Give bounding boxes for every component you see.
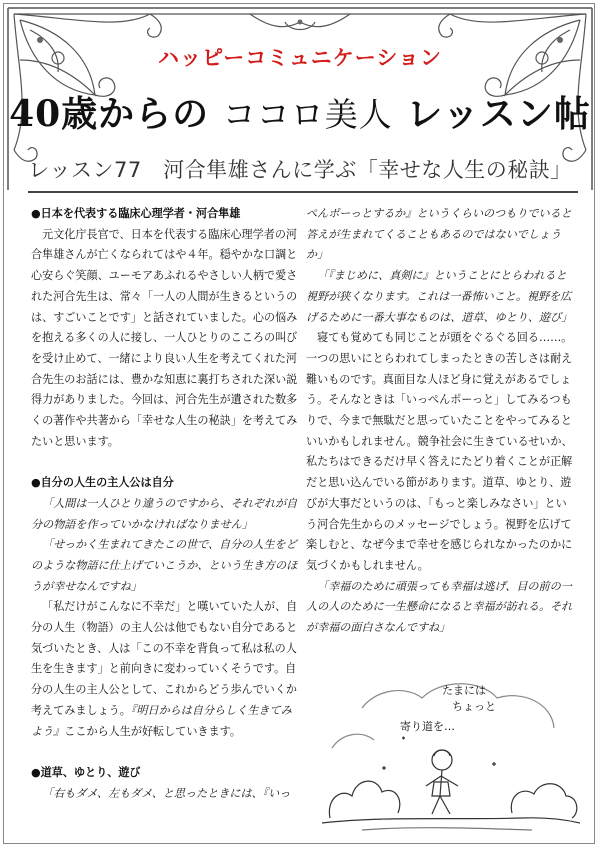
- bubble-text-line3: 寄り道を…: [400, 720, 455, 733]
- series-title: ハッピーコミュニケーション: [158, 46, 442, 70]
- quote: 「『まじめに、真剣に』ということにとらわれると視野が狭くなります。これは一番怖いこと。視野を広げるために一番大事なものは、道草、ゆとり、遊び」: [306, 269, 573, 324]
- quote-continued: ぺんポーっとするか』というくらいのつもりでいると答えが生まれてくることもあるのではないでしょうか」: [306, 207, 572, 262]
- walking-person-illustration: [322, 668, 580, 838]
- paragraph-text: 「私だけがこんなに不幸だ」と嘆いていた人が、自分の人生（物語）の主人公は他でもない自分であると気づいたとき、人は「この不幸を背負って私は私の人生を生きます」と前向きに変わっていくそうです。自分の人生の主人公として、これからどう歩んでいくか考えてみましょう。: [31, 600, 298, 717]
- paragraph-text: ここから人生が好転していきます。: [64, 724, 241, 738]
- quote: 「せっかく生まれてきたこの世で、自分の人生をどのような物語に仕上げていこうか、という生き方のほうが幸せなんですね」: [31, 538, 298, 593]
- page-title: [0, 86, 600, 137]
- title-divider: [28, 191, 578, 193]
- quote: 「幸福のために頑張っても幸福は逃げ、目の前の一人の人のために一生懸命になると幸福が訪れる。それが幸福の面白さなんですね」: [306, 579, 573, 635]
- lesson-title: レッスン77 河合隼雄さんに学ぶ「幸せな人生の秘訣」: [28, 158, 572, 182]
- right-column: [306, 204, 576, 639]
- title-part-3: レッスン帖: [406, 93, 591, 135]
- quote: 「右もダメ、左もダメ、と思ったときには、『いっ: [42, 786, 291, 800]
- paragraph: [31, 597, 301, 742]
- section-heading: ●道草、ゆとり、遊び: [31, 765, 141, 779]
- left-column: [31, 204, 301, 804]
- inline-quote: 『明日からは自分らしく生きてみよう』: [31, 703, 292, 738]
- title-part-2: ココロ美人: [222, 95, 393, 134]
- section-heading: ●日本を代表する臨床心理学者・河合隼雄: [31, 207, 241, 220]
- paragraph: 元文化庁長官で、日本を代表する臨床心理学者の河合隼雄さんが亡くなられてはや４年。穏やかな口調と心安らぐ笑顔、ユーモアあふれるやさしい人柄で愛された河合先生は、常々「一人の人間が生きるというのは、すごいことです」と話されていました。心の悩みを抱える多くの人に接し、一人ひとりのこころの叫びを受け止めて、一緒により良い人生を考えてくれた河合先生のお話には、豊かな知恵に裏打ちされた深い説得力がありました。今回は、河合先生が遺された数多くの著作や共著から「幸せな人生の秘訣」を考えてみたいと思います。: [31, 227, 298, 448]
- bubble-text-line1: たまには: [442, 684, 486, 697]
- quote: 「人間は一人ひとり違うのですから、それぞれが自分の物語を作っていかなければなりません」: [31, 496, 298, 531]
- title-part-1: 40歳からの: [9, 93, 210, 135]
- section-heading: ●自分の人生の主人公は自分: [31, 476, 174, 490]
- bubble-text-line2: ちょっと: [452, 700, 496, 713]
- paragraph: 寝ても覚めても同じことが頭をぐるぐる回る……。一つの思いにとらわれてしまったときの苦しさは耐え難いものです。真面目な人ほど身に覚えがあるでしょう。そんなときは「いっぺんポーっと」してみるつもりで、今まで無駄だと思っていたことをやってみるといいかもしれません。競争社会に生きているせいか、私たちはできるだけ早く答えにたどり着くことが正解だと思い込んでいる節があります。道草、ゆとり、遊びが大事だというのは、「もっと楽しみなさい」という河合先生からのメッセージでしょう。視野を広げて楽しむと、なぜ今まで幸せを感じられなかったのかに気づくかもしれません。: [306, 331, 573, 572]
